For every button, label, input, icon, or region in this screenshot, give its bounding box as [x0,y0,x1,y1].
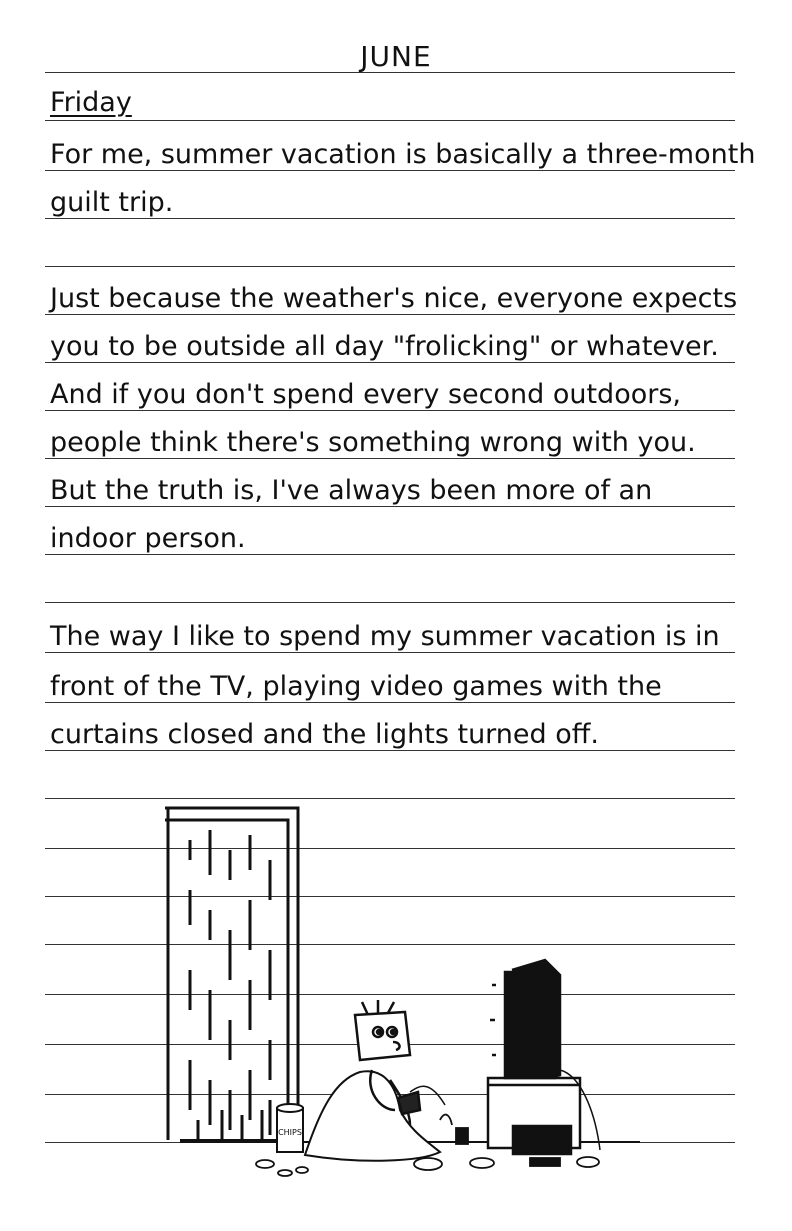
text-line: people think there's something wrong with you. [50,427,696,458]
text-line: guilt trip. [50,187,174,218]
blanket [305,1071,440,1160]
illustration [0,780,792,1200]
text-line: And if you don't spend every second outdoors, [50,379,681,410]
ruled-line [45,602,735,603]
day-heading: Friday [50,87,132,118]
text-line: curtains closed and the lights turned off. [50,719,599,750]
text-line: front of the TV, playing video games with the [50,671,662,702]
ruled-line [45,266,735,267]
chips-can-label: CHIPS [278,1128,302,1137]
chips-can [277,1104,303,1152]
text-line: But the truth is, I've always been more of an [50,475,653,506]
text-line: indoor person. [50,523,246,554]
text-line: you to be outside all day "frolicking" or whatever. [50,331,719,362]
tv-stand [488,1078,580,1154]
text-line: The way I like to spend my summer vacation is in [50,621,720,652]
text-line: For me, summer vacation is basically a three-month [50,139,756,170]
curtain-window [165,808,298,1140]
ruled-line [45,120,735,121]
text-line: Just because the weather's nice, everyone expects [50,283,738,314]
month-header: JUNE [360,40,432,73]
